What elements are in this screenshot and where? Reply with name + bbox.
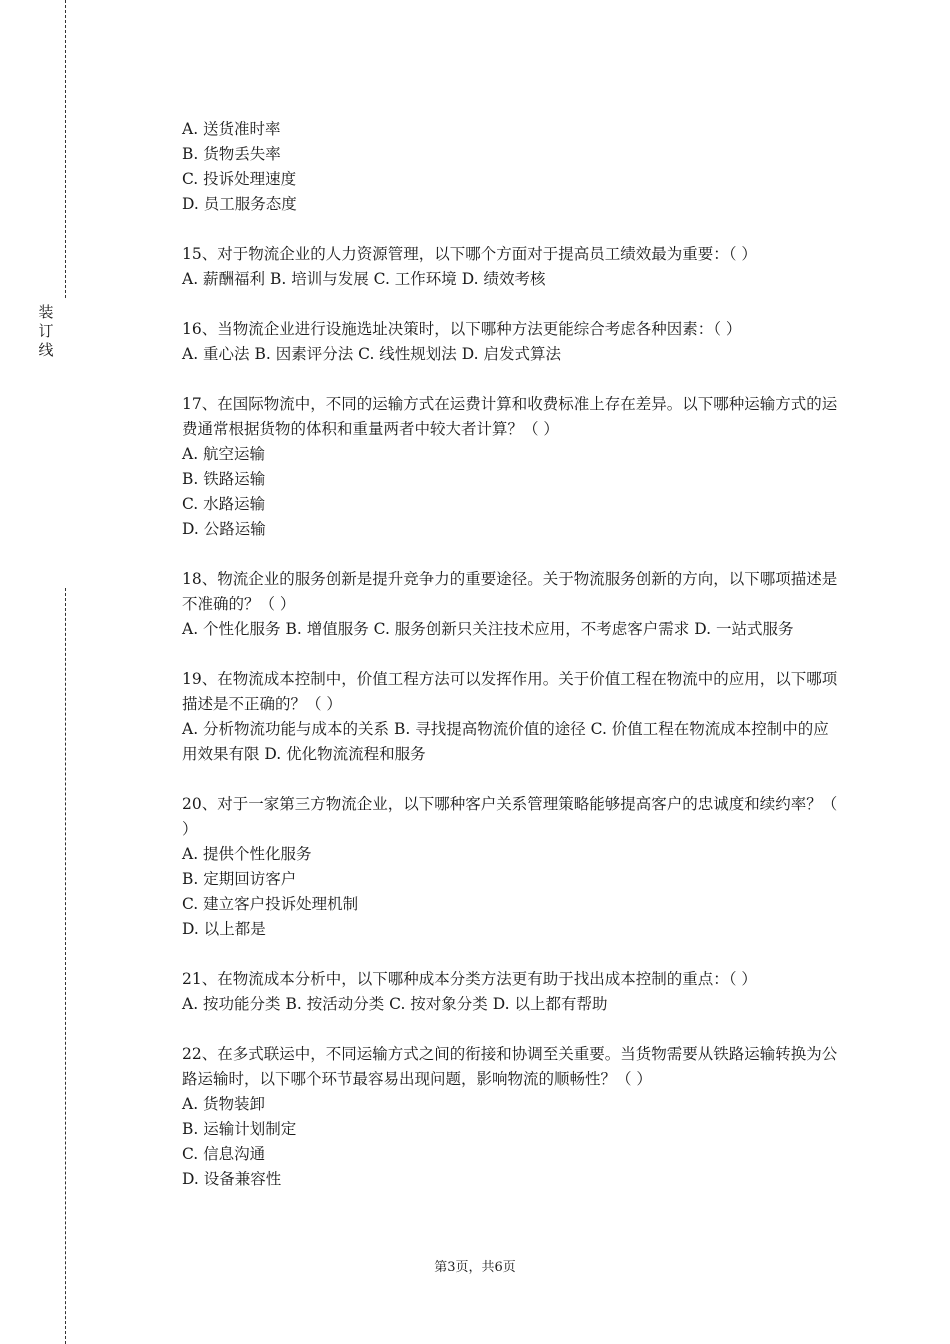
question-20 <box>182 792 842 942</box>
question-22 <box>182 1042 842 1192</box>
option: A. 货物装卸 <box>182 1095 266 1113</box>
option: C. 投诉处理速度 <box>182 170 297 188</box>
options-inline: A. 分析物流功能与成本的关系 B. 寻找提高物流价值的途径 C. 价值工程在物流成本控制中的应用效果有限 D. 优化物流流程和服务 <box>182 720 829 763</box>
option: B. 货物丢失率 <box>182 145 281 163</box>
question-text: 15、对于物流企业的人力资源管理，以下哪个方面对于提高员工绩效最为重要：（ ） <box>182 245 757 263</box>
option: D. 设备兼容性 <box>182 1170 282 1188</box>
options-inline: A. 个性化服务 B. 增值服务 C. 服务创新只关注技术应用，不考虑客户需求 D. 一站式服务 <box>182 620 794 638</box>
options-inline: A. 按功能分类 B. 按活动分类 C. 按对象分类 D. 以上都有帮助 <box>182 995 608 1013</box>
binding-char: 线 <box>38 341 54 359</box>
question-18 <box>182 567 842 642</box>
option: D. 员工服务态度 <box>182 195 297 213</box>
question-text: 19、在物流成本控制中，价值工程方法可以发挥作用。关于价值工程在物流中的应用，以下哪项描述是不正确的？（ ） <box>182 670 838 713</box>
question-text: 20、对于一家第三方物流企业，以下哪种客户关系管理策略能够提高客户的忠诚度和续约率？（ ） <box>182 795 838 838</box>
option: B. 定期回访客户 <box>182 870 297 888</box>
question-15 <box>182 242 842 292</box>
option: C. 建立客户投诉处理机制 <box>182 895 359 913</box>
question-text: 22、在多式联运中，不同运输方式之间的衔接和协调至关重要。当货物需要从铁路运输转换为公路运输时，以下哪个环节最容易出现问题，影响物流的顺畅性？（ ） <box>182 1045 838 1088</box>
option: A. 提供个性化服务 <box>182 845 312 863</box>
exam-content <box>182 117 842 1217</box>
question-text: 16、当物流企业进行设施选址决策时，以下哪种方法更能综合考虑各种因素：（ ） <box>182 320 742 338</box>
option: B. 运输计划制定 <box>182 1120 297 1138</box>
option: C. 信息沟通 <box>182 1145 266 1163</box>
page-number: 第3页，共6页 <box>434 1260 516 1275</box>
option: D. 公路运输 <box>182 520 266 538</box>
question-17 <box>182 392 842 542</box>
binding-char: 装 <box>38 303 54 321</box>
question-text: 18、物流企业的服务创新是提升竞争力的重要途径。关于物流服务创新的方向，以下哪项描述是不准确的？（ ） <box>182 570 838 613</box>
binding-line-bottom <box>65 588 66 1344</box>
option: C. 水路运输 <box>182 495 266 513</box>
question-14-options <box>182 117 842 217</box>
binding-label <box>36 303 56 360</box>
question-16 <box>182 317 842 367</box>
binding-char: 订 <box>38 322 54 340</box>
options-inline: A. 薪酬福利 B. 培训与发展 C. 工作环境 D. 绩效考核 <box>182 270 546 288</box>
question-text: 21、在物流成本分析中，以下哪种成本分类方法更有助于找出成本控制的重点：（ ） <box>182 970 757 988</box>
question-21 <box>182 967 842 1017</box>
question-text: 17、在国际物流中，不同的运输方式在运费计算和收费标准上存在差异。以下哪种运输方式的运费通常根据货物的体积和重量两者中较大者计算？（ ） <box>182 395 838 438</box>
options-inline: A. 重心法 B. 因素评分法 C. 线性规划法 D. 启发式算法 <box>182 345 561 363</box>
option: A. 航空运输 <box>182 445 266 463</box>
option: B. 铁路运输 <box>182 470 266 488</box>
option: A. 送货准时率 <box>182 120 281 138</box>
binding-line-top <box>65 0 66 298</box>
option: D. 以上都是 <box>182 920 266 938</box>
question-19 <box>182 667 842 767</box>
